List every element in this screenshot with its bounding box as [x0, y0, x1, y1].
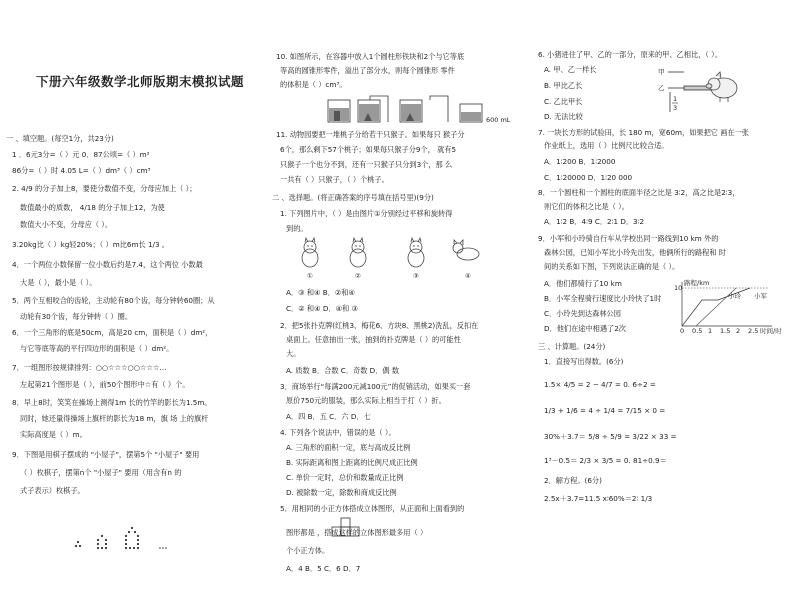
question-line: 数值大小不变，分母应（ ）。	[20, 220, 113, 229]
graph-y10: 10	[674, 284, 683, 292]
question-line: 大是（ ），最小是（ ）。	[20, 278, 97, 287]
question-line: 与它等底等高的平行四边形的面积是（ ）dm²。	[20, 344, 174, 353]
page-title: 下册六年级数学北师版期末模拟试题	[36, 74, 245, 89]
question-line: 8．一个圆柱和一个圆柱的底面半径之比是 3∶2，高之比是2∶3，	[538, 188, 740, 197]
choice-line: D. 无法比较	[544, 112, 583, 121]
question-line: 式子表示）枚棋子。	[20, 486, 85, 495]
question-line: 数值最小的质数， 4/18 的分子加上12，为使	[20, 203, 165, 212]
choice-line: A．③ 和④ B．②和④	[286, 288, 355, 297]
graph-xtick: 0.5	[692, 327, 703, 335]
question-line: 间的关系如下图，下列说法正确的是（ ）。	[544, 262, 680, 271]
pig-figure	[642, 64, 742, 116]
question-line: 到的。	[286, 224, 308, 233]
choice-line: A．1∶2 B．4∶9 C．2∶1 D．3∶2	[544, 217, 645, 226]
question-line: 86分=（ ）时 4.05 L=（ ）dm³（ ）cm³	[12, 166, 151, 175]
question-line: （ ）枚棋子，摆第n个 "小屋子" 要用（用含有n 的	[20, 468, 182, 477]
distance-time-graph	[672, 278, 790, 334]
question-line: 1．直接写出得数。(6分)	[544, 357, 624, 366]
choice-line: C. 单价一定时，总价和数量成正比例	[286, 473, 404, 482]
question-line: 5．两个互相咬合的齿轮，主动轮有80个齿，每分钟转60圈；从	[12, 296, 215, 305]
question-line: 4．一个两位小数保留一位小数后约是7.4，这个两位 小数最	[12, 260, 203, 269]
question-line: 4. 下列各个说法中，错误的是（ ）。	[280, 428, 396, 437]
question-line: 2．把5张扑克牌(红桃3、梅花6、方块8、黑桃2)洗乱，反扣在	[280, 321, 479, 330]
pig-icon	[706, 72, 737, 102]
choice-line: B. 实际距离和图上距离的比例尺成正比例	[286, 458, 418, 467]
question-line: 8．早上8时，笑笑在操场上测得1m 长的竹竿的影长为1.5m。	[12, 398, 212, 407]
choice-line: A. 质数 B．合数 C．奇数 D．偶 数	[286, 366, 400, 375]
question-line: 5．用相同的小正方体搭成立体图形，从正面和上面看到的	[280, 504, 465, 513]
choice-line: C. 乙比甲长	[544, 97, 583, 106]
question-line: 原价750元的服装，那么实际上相当于打（ ）折。	[286, 396, 446, 405]
lamp-frac-top: 1	[673, 95, 678, 103]
question-line: 一共有（ ）只猴子，（ ）个桃子。	[280, 175, 389, 184]
calc-row: 30%＋3.7＝ 5/8 ÷ 5/9 = 3/22 × 33 =	[544, 432, 677, 441]
beaker-label: 600 mL	[486, 116, 511, 124]
question-line: 则它们的体积之比是（ ）。	[544, 202, 629, 211]
pic-label-2: ②	[355, 272, 361, 280]
column-2	[268, 0, 530, 603]
choice-line: C．② 和④ D．④和 ③	[286, 304, 358, 313]
question-line: 动轮有30个齿，每分钟转（ ）圈。	[20, 312, 133, 321]
calc-row: 1.5× 4/5 = 2 − 4/7 = 0. 6÷2 =	[544, 380, 656, 389]
lamp-label-jia: 甲	[658, 68, 665, 76]
section-header-fill: 一 、填空题。(每空1分，共23分)	[6, 134, 114, 143]
graph-xtick: 2	[736, 327, 741, 335]
question-line: 森林公园，已知小军比小玲先出发，他俩所行的路程和 时	[544, 248, 726, 257]
choice-line: B. 甲比乙长	[544, 81, 583, 90]
cat-pictures-figure	[296, 236, 496, 280]
question-line: 作业纸上，选用（ ）比例尺比较合适。	[544, 141, 669, 150]
graph-xtick: 2.5	[748, 327, 759, 335]
question-line: 实际高度是（ ）m。	[20, 430, 87, 439]
choice-line: C．小玲先到达森林公园	[544, 309, 621, 318]
question-line: 等高的圆锥形零件，溢出了部分水，则每个圆锥形 零件	[280, 66, 455, 75]
question-line: 6. 小猪进住了甲、乙的一部分，原来的甲、乙相比，（ ）。	[538, 50, 722, 59]
choice-line: A．4 B．5 C．6 D．7	[286, 564, 361, 573]
lamp-frac-bottom: 3	[673, 104, 678, 112]
choice-line: A．四 B．五 C．六 D．七	[286, 412, 371, 421]
choice-line: B．小军全程骑行速度比小玲快了1时	[544, 294, 662, 303]
question-line: 大。	[286, 349, 301, 358]
beaker-figure	[326, 94, 526, 126]
question-line: 个小正方体。	[286, 546, 330, 555]
pic-label-4: ④	[465, 272, 471, 280]
question-line: 9．下图是用棋子摆成的 "小屋子"，摆第5个 "小屋子" 要用	[12, 450, 200, 459]
column-1	[0, 0, 262, 603]
question-line: 9．小军和小玲骑自行车从学校出同一路线到10 km 外的	[538, 234, 719, 243]
choice-line: D．他们在途中相遇了2次	[544, 324, 626, 333]
choice-line: A. 甲、乙一样长	[544, 65, 597, 74]
question-line: 只猴子一个也分不到，还有一只猴子只分到3个，那 么	[280, 160, 453, 169]
section-header-calc: 三 、计算题。(24分)	[538, 342, 606, 351]
column-3	[534, 0, 794, 603]
question-line: 11. 动物园要把一堆桃子分给若干只猴子。如果每只 猴子分	[276, 130, 465, 139]
question-line: 6个，那么剩下57个桃子；如果每只猴子分9个， 就有5	[280, 145, 457, 154]
question-line: 左起第21个图形是（ ），前50个图形中☆有（ ）个。	[20, 380, 190, 389]
choice-line: A．他们都骑行了10 km	[544, 279, 622, 288]
dot-house-figure	[70, 520, 180, 552]
pic-label-3: ③	[413, 272, 419, 280]
section-header-choice: 二 、选择题。(将正确答案的序号填在括号里)(9分)	[272, 193, 434, 202]
choice-line: C．1∶20000 D．1∶20 000	[544, 173, 633, 182]
choice-line: A. 三角形的面积一定，底与高成反比例	[286, 443, 411, 452]
question-line: 桌面上。任意抽出一张，抽到的扑克牌是（ ）的可能性	[286, 335, 461, 344]
cat-icon-1	[302, 238, 318, 267]
question-line: 1 ．6元3分=（ ）元 0．87公顷=（ ）m²	[12, 150, 150, 159]
question-line: 2．解方程。(6分)	[544, 476, 602, 485]
question-line: 7．一组图形按规律排列：○○☆☆☆○○☆☆☆…	[12, 363, 167, 372]
equation-row: 2.5x＋3.7=11.5 x∶60%＝2∶ 1/3	[544, 494, 653, 503]
question-line: 6．一个三角形的底是50cm，高是20 cm，面积是（ ）dm²，	[12, 328, 213, 337]
graph-label-xiaojun: 小军	[754, 292, 767, 300]
question-line: 同时，她还量得操场上旗杆的影长为18 m，旗 场 上的旗杆	[20, 414, 209, 423]
question-line: 10. 如图所示，在容器中放入1个圆柱形铁块和2个与它等底	[276, 52, 465, 61]
graph-ylabel: 路程/km	[684, 279, 710, 287]
graph-xtick: 0	[680, 327, 685, 335]
pic-label-1: ①	[307, 272, 313, 280]
question-line: 2. 4/9 的分子加上8，要使分数值不变，分母应加上（ ）；	[12, 184, 197, 193]
question-line: 3．商场举行“每满200元减100元”的促销活动，如果买一套	[280, 382, 471, 391]
question-line: 图形都是 ，搭成这样的立体图形最多用（ ）	[286, 528, 428, 537]
graph-xtick: 1	[708, 327, 713, 335]
graph-xtick: 1.5	[720, 327, 731, 335]
calc-row: 1³－0.5＝ 2/3 × 3/5 = 0. 81÷0.9＝	[544, 456, 667, 465]
calc-row: 1/3 + 1/6 = 4 ÷ 1/4 = 7/15 × 0 =	[544, 406, 666, 415]
choice-line: A．1∶200 B．1∶2000	[544, 157, 616, 166]
question-line: 3.20kg比（ ）kg轻20%；（ ）m比6m长 1/3 。	[12, 240, 169, 249]
graph-xlabel: 时间/时	[760, 327, 782, 335]
lamp-label-yi: 乙	[658, 84, 665, 92]
graph-label-xiaoling: 小玲	[728, 292, 741, 300]
question-line: 的体积是（ ）cm³。	[280, 80, 347, 89]
question-line: 1. 下列图片中，（ ）是由图片①分别经过平移和旋转得	[280, 209, 453, 218]
question-line: 7. 一块长方形的试验田，长 180 m，宽60m，如果把它 画在一张	[538, 128, 749, 137]
choice-line: D. 被除数一定，除数和商成反比例	[286, 488, 397, 497]
